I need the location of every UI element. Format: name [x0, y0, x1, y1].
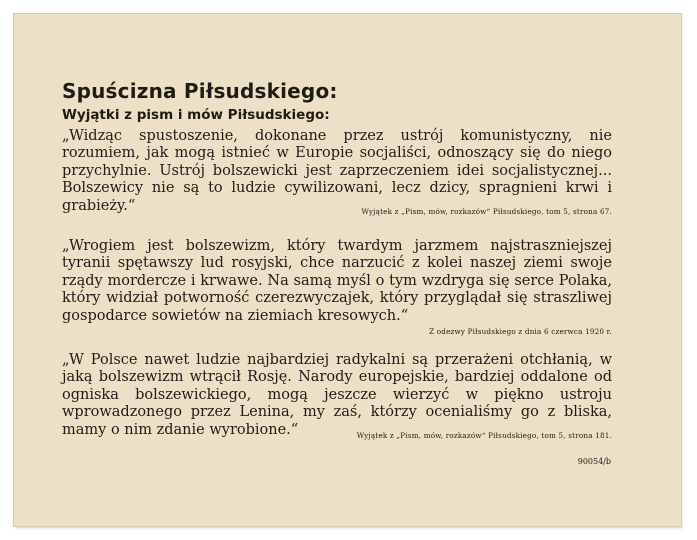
- quote-1-text: „Widząc spustoszenie, dokonane przez ustrój komunistyczny, nie rozumiem, jak mogą istnieć w Europie socjaliści, odnoszący się do niego przychylnie. Ustrój bolszewicki jest zaprzeczeniem idei socjalistycznej... Bolszewicy nie są to ludzie cywilizowani, lecz dzicy, spragnieni krwi i grabieży.“: [62, 128, 612, 214]
- quote-2-text: „Wrogiem jest bolszewizm, który twardym jarzmem najstraszniejszej tyranii spętawszy lud rosyjski, chce narzucić z kolei naszej ziemi swoje rządy morderczе i krwawe. Na samą myśl o tym wzdryga się serce Polaka, który widział potworność czerezwyczajek, który przyglądał się straszliwej gospodarce sowietów na ziemiach kresowych.“: [62, 238, 612, 324]
- document-content: [62, 78, 612, 440]
- quote-1-source: Wyjątek z „Pism, mów, rozkazów“ Piłsudskiego, tom 5, strona 67.: [361, 207, 612, 217]
- quote-2-source: Z odezwy Piłsudskiego z dnia 6 czerwca 1920 r.: [429, 327, 612, 337]
- document-subtitle: Wyjątki z pism i mów Piłsudskiego:: [62, 107, 330, 123]
- quote-3-text: „W Polsce nawet ludzie najbardziej radykalni są przerażeni otchłanią, w jaką bolszewizm wtrącił Rosję. Narody europejskie, bardziej oddalone od ogniska bolszewickiego, mogą jeszcze wierzyć w piękno ustroju wprowadzonego przez Lenina, my zaś, którzy ocenialiśmy go z bliska, mamy o nim zdanie wyrobione.“: [62, 352, 612, 438]
- document-code: 90054/b: [577, 457, 611, 466]
- quote-3-source: Wyjątek z „Pism, mów, rozkazów“ Piłsudskiego, tom 5, strona 181.: [356, 431, 612, 441]
- document-title: Spuścizna Piłsudskiego:: [62, 79, 338, 103]
